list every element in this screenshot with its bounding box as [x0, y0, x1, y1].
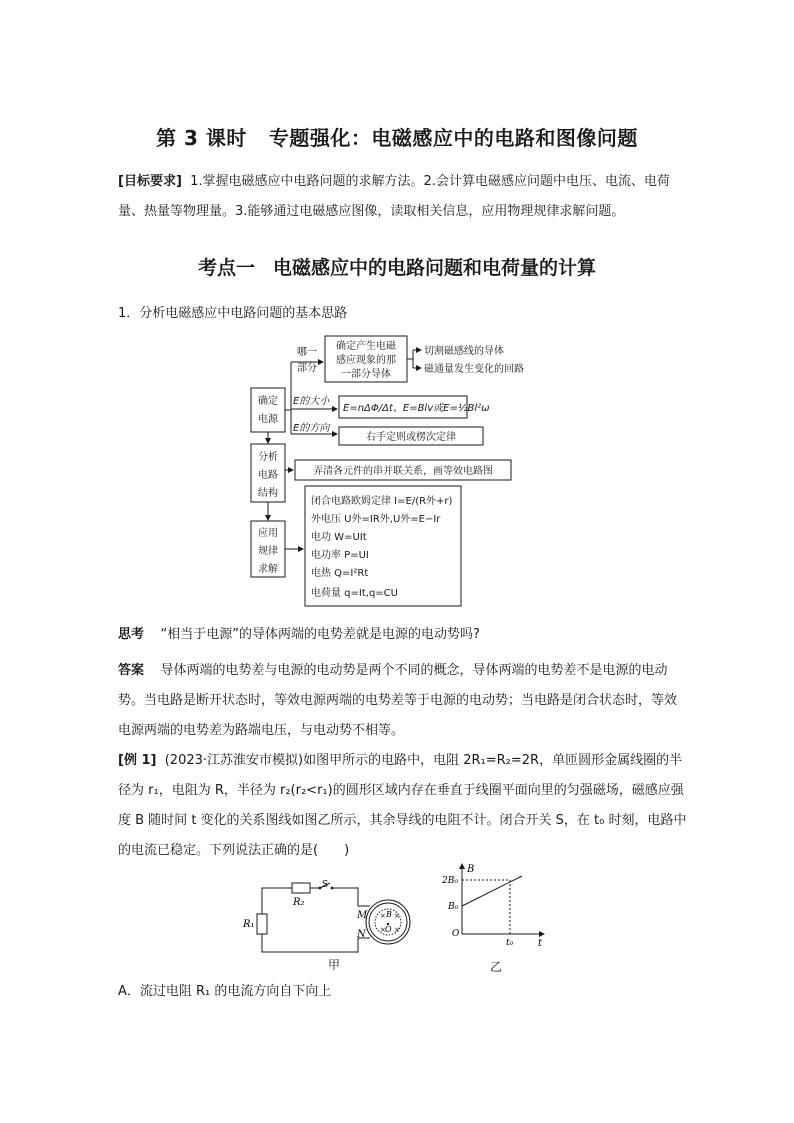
source-option-flux: 磁通量发生变化的回路 [424, 364, 524, 375]
label-m: M [357, 910, 368, 921]
coil-outer [366, 900, 410, 944]
section-label: 考点一 [197, 257, 255, 279]
answer-text: 导体两端的电势差与电源的电动势是两个不同的概念，导体两端的电势差不是电源的电动势。当电路是断开状态时，等效电源两端的电势差等于电源的电动势；当电路是闭合状态时，等效电源两端的电势差为路端电压，与电动势不相等。 [118, 663, 678, 738]
lesson-topic: 专题强化：电磁感应中的电路和图像问题 [268, 126, 638, 150]
analysis-flowchart [245, 334, 565, 610]
graph-b-label: B [467, 864, 475, 875]
box2-line3: 结构 [258, 488, 278, 499]
answer-tag: 答案 [118, 663, 145, 678]
magnitude-label: E的大小 [293, 396, 330, 407]
graph-t-label: t [538, 938, 543, 949]
law-external-voltage: 外电压 U外=IR外,U外=E−Ir [311, 514, 441, 525]
source-box-line1: 确定产生电磁 [336, 341, 396, 352]
section-title: 电磁感应中的电路问题和电荷量的计算 [273, 257, 597, 279]
label-r1: R₁ [243, 919, 255, 930]
page-title [0, 122, 794, 151]
law-ohm: 闭合电路欧姆定律 I=E/(R外+r) [311, 496, 453, 507]
label-n: N [357, 929, 366, 940]
figure-yi-graph [440, 858, 550, 954]
direction-text: 右手定则或楞次定律 [366, 432, 456, 443]
box1-line1: 确定 [258, 396, 278, 407]
label-r2: R₂ [293, 897, 305, 908]
figure-yi-caption: 乙 [490, 960, 503, 974]
think-tag: 思考 [118, 627, 145, 642]
box2-line2: 电路 [258, 470, 278, 481]
lesson-number: 第 3 课时 [156, 126, 247, 150]
example-source: (2023·江苏淮安市模拟) [164, 753, 304, 768]
which-part-line1: 哪一 [297, 347, 317, 358]
graph-t0-label: t₀ [506, 938, 514, 948]
svg-text:×: × [394, 912, 400, 920]
graph-b0-label: B₀ [448, 902, 459, 912]
label-s: S [322, 880, 329, 890]
direction-label: E的方向 [293, 423, 330, 434]
magnitude-formula: E=nΔΦ/Δt、E=Blv或E=½Bl²ω [343, 403, 490, 414]
example-text: 如图甲所示的电路中，电阻 2R₁=R₂=2R，单匝圆形金属线圈的半径为 r₁，电阻为 R，半径为 r₂(r₂<r₁)的圆形区域内存在垂直于线圈平面向里的匀强磁场，磁感应强度 B 随时间 t 变化的关系图线如图乙所示，其余导线的电阻不计。闭合开关 S，在 t₀ 时刻，电路中的电流已稳定。下列说法正确的是( ) [118, 753, 687, 858]
box1-line2: 电源 [258, 414, 278, 425]
think-paragraph [118, 620, 688, 650]
graph-origin-label: O [452, 929, 460, 939]
goals-text: 1.掌握电磁感应中电路问题的求解方法。2.会计算电磁感应问题中电压、电流、电荷量、热量等物理量。3.能够通过电磁感应图像，读取相关信息，应用物理规律求解问题。 [118, 174, 670, 219]
figure-jia-caption: 甲 [328, 958, 341, 972]
structure-text: 弄清各元件的串并联关系，画等效电路图 [313, 466, 493, 477]
example-paragraph [118, 746, 688, 866]
think-text: “相当于电源”的导体两端的电势差就是电源的电动势吗? [160, 627, 480, 642]
resistor-r2 [292, 883, 310, 893]
label-o: O [385, 925, 392, 934]
box2-line1: 分析 [258, 452, 278, 463]
section-heading [0, 253, 794, 280]
resistor-r1 [257, 914, 267, 934]
label-b: B [386, 910, 392, 919]
goals-paragraph [118, 167, 688, 227]
box3-line3: 求解 [258, 564, 278, 575]
svg-text:×: × [380, 926, 386, 934]
box3-line1: 应用 [258, 528, 278, 539]
flow-box-determine-source [251, 388, 285, 432]
source-box-line2: 感应现象的那 [336, 355, 396, 366]
law-work: 电功 W=UIt [311, 532, 367, 543]
law-power: 电功率 P=UI [311, 550, 369, 561]
law-heat: 电热 Q=I²Rt [311, 568, 369, 579]
example-tag: [例 1] [118, 753, 157, 768]
which-part-line2: 部分 [297, 363, 317, 374]
source-box-line3: 一部分导体 [341, 369, 391, 380]
svg-text:×: × [394, 926, 400, 934]
law-charge: 电荷量 q=It,q=CU [311, 588, 398, 599]
svg-text:×: × [380, 912, 386, 920]
answer-paragraph [118, 656, 688, 746]
option-a: A．流过电阻 R₁ 的电流方向自下向上 [118, 984, 332, 999]
goals-tag: [目标要求] [118, 174, 182, 189]
item-1-heading: 1．分析电磁感应中电路问题的基本思路 [118, 306, 348, 321]
source-option-cutting: 切割磁感线的导体 [424, 346, 504, 357]
graph-2b0-label: 2B₀ [442, 876, 458, 886]
box3-line2: 规律 [258, 546, 278, 557]
